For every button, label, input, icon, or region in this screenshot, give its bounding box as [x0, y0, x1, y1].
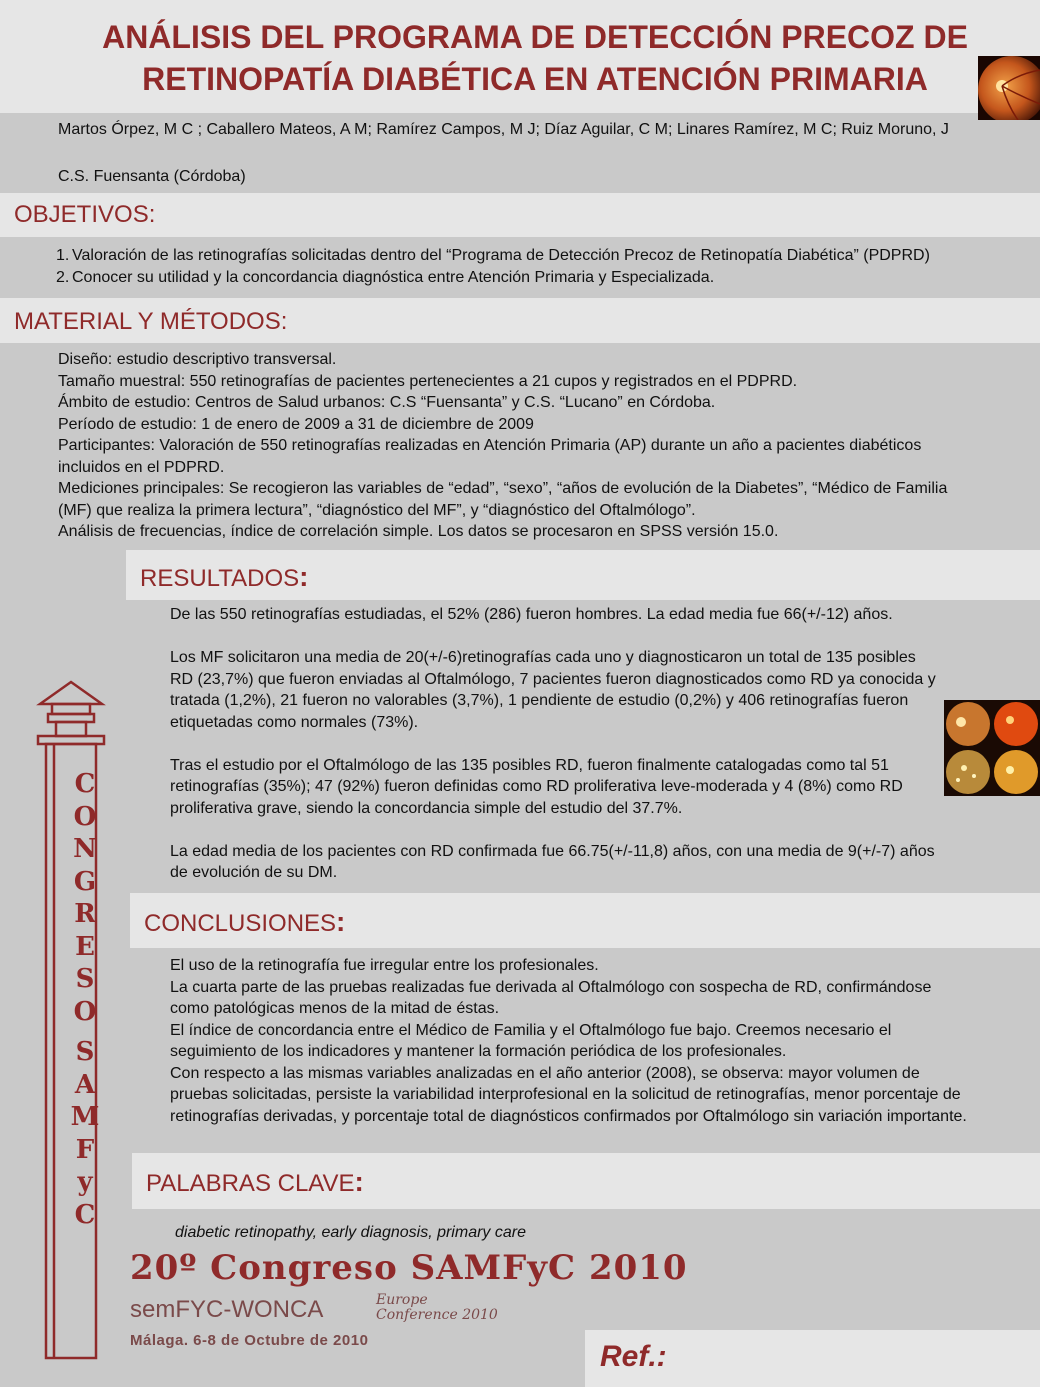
vertical-letter: E	[75, 931, 95, 962]
conclusiones-line: La cuarta parte de las pruebas realizadas fue derivada al Oftalmólogo con sospecha de RD, confirmándose como patológicas menos de la mitad de éstas.	[170, 978, 932, 1017]
material-heading-text: MATERIAL Y MÉTODOS:	[14, 308, 288, 335]
objetivos-heading	[0, 193, 1040, 237]
material-line: Participantes: Valoración de 550 retinografías realizadas en Atención Primaria (AP) durante un año a pacientes diabéticos	[58, 437, 922, 454]
objetivos-item: 1. Valoración de las retinografías solicitadas dentro del “Programa de Detección Precoz de Retinopatía Diabética” (PDPRD)	[56, 247, 930, 264]
vertical-letter: G	[73, 866, 97, 897]
conclusiones-line: El índice de concordancia entre el Médico de Familia y el Oftalmólogo fue bajo. Creemos necesario el seguimiento de los indicadores y mantener la formación periódica de los profesionales.	[170, 1021, 892, 1060]
vertical-letter: M	[70, 1102, 100, 1132]
retinography-collage-icon	[944, 700, 1040, 796]
vertical-letter: N	[73, 834, 97, 864]
conclusiones-heading-colon: :	[336, 906, 346, 937]
europe-line-1: Europe	[376, 1292, 428, 1308]
congreso-vertical-text	[52, 768, 118, 1231]
resultados-heading-text: RESULTADOS	[140, 565, 300, 592]
resultados-paragraph: Los MF solicitaron una media de 20(+/-6)retinografías cada uno y diagnosticaron un total de 135 posibles RD (23,7%) que fueron enviadas al Oftalmólogo, 7 pacientes fueron diagnosticados como RD ya conocida y tratada (1,2%), 21 fueron no valorables (3,7%), 1 pendiente de estudio (0,2%) y 406 retinografías fueron etiquetadas como normales (73%).	[170, 649, 936, 731]
material-line: Período de estudio: 1 de enero de 2009 a 31 de diciembre de 2009	[58, 415, 534, 433]
keywords: diabetic retinopathy, early diagnosis, primary care	[175, 1224, 526, 1241]
vertical-letter: S	[75, 1037, 95, 1067]
europe-conference	[376, 1293, 498, 1323]
resultados-heading	[126, 550, 1040, 600]
vertical-letter: C	[74, 769, 96, 799]
material-body	[58, 349, 1040, 543]
health-center: C.S. Fuensanta (Córdoba)	[58, 168, 246, 185]
resultados-paragraph: La edad media de los pacientes con RD confirmada fue 66.75(+/-11,8) años, con una media de 9(+/-7) años de evolución de su DM.	[170, 842, 935, 881]
palabras-heading-text: PALABRAS CLAVE	[146, 1170, 355, 1197]
vertical-letter-gap	[52, 1028, 118, 1036]
material-line: (MF) que realiza la primera lectura”, “diagnóstico del MF”, y “diagnóstico del Oftalmólogo”.	[58, 501, 696, 519]
vertical-letter: R	[74, 899, 96, 929]
ref-label: Ref.:	[600, 1340, 667, 1373]
conclusiones-body	[170, 955, 970, 1127]
objetivos-item-text: Valoración de las retinografías solicitadas dentro del “Programa de Detección Precoz de Retinopatía Diabética” (PDPRD)	[72, 247, 930, 264]
material-heading	[0, 298, 1040, 343]
objetivos-item-text: Conocer su utilidad y la concordancia diagnóstica entre Atención Primaria y Especializada.	[72, 268, 715, 286]
conclusiones-line: Con respecto a las mismas variables analizadas en el año anterior (2008), se observa: mayor volumen de pruebas solicitadas, persiste la variabilidad interprofesional en la solicitud de retinografías, menor porcentaje de retinografías derivadas, y porcentaje total de diagnósticos confirmados por Oftalmólogo sin variación importante.	[170, 1064, 967, 1125]
vertical-letter: S	[75, 964, 95, 994]
conclusiones-line: El uso de la retinografía fue irregular entre los profesionales.	[170, 957, 599, 974]
material-line: Ámbito de estudio: Centros de Salud urbanos: C.S “Fuensanta” y C.S. “Lucano” en Córdoba.	[58, 394, 716, 411]
congreso-title: 20º Congreso SAMFyC 2010	[130, 1248, 688, 1288]
material-line: Mediciones principales: Se recogieron las variables de “edad”, “sexo”, “años de evolución de la Diabetes”, “Médico de Familia	[58, 480, 948, 497]
vertical-letter: C	[74, 1199, 96, 1230]
palabras-heading	[132, 1153, 1040, 1209]
material-line: Análisis de frecuencias, índice de correlación simple. Los datos se procesaron en SPSS versión 15.0.	[58, 523, 779, 540]
vertical-letter: A	[74, 1069, 96, 1100]
objetivos-heading-text: OBJETIVOS:	[14, 201, 156, 228]
resultados-body	[170, 604, 940, 905]
conclusiones-heading-text: CONCLUSIONES	[144, 910, 337, 937]
material-line: incluidos en el PDPRD.	[58, 458, 225, 476]
conference-date-location: Málaga. 6-8 de Octubre de 2010	[130, 1332, 369, 1349]
resultados-paragraph: Tras el estudio por el Oftalmólogo de las 135 posibles RD, fueron finalmente catalogadas como tal 51 retinografías (35%); 47 (92%) fueron definidas como RD proliferativa leve-moderada y 4 (8%) como RD proliferativa grave, siendo la concordancia simple del estudio del 37.7%.	[170, 756, 903, 817]
conclusiones-heading	[130, 893, 1040, 948]
resultados-heading-colon: :	[299, 561, 309, 592]
vertical-letter: y	[77, 1167, 93, 1197]
europe-line-2: Conference 2010	[376, 1307, 498, 1323]
semfyc-wonca-logo: semFYC-WONCA	[130, 1296, 324, 1323]
material-line: Tamaño muestral: 550 retinografías de pacientes pertenecientes a 21 cupos y registrados en el PDPRD.	[58, 372, 798, 390]
retina-photo-icon	[978, 56, 1040, 120]
resultados-paragraph: De las 550 retinografías estudiadas, el 52% (286) fueron hombres. La edad media fue 66(+/-12) años.	[170, 606, 893, 623]
palabras-heading-colon: :	[354, 1166, 364, 1197]
poster-title-line-2: RETINOPATÍA DIABÉTICA EN ATENCIÓN PRIMARIA	[142, 61, 928, 97]
objetivos-list	[56, 245, 1040, 288]
vertical-letter: O	[73, 996, 97, 1027]
vertical-letter: F	[75, 1134, 95, 1165]
vertical-letter: O	[73, 801, 97, 832]
objetivos-item: 2. Conocer su utilidad y la concordancia diagnóstica entre Atención Primaria y Especializada.	[56, 268, 715, 286]
material-line: Diseño: estudio descriptivo transversal.	[58, 351, 337, 368]
poster-title	[30, 16, 1040, 100]
authors: Martos Órpez, M C ; Caballero Mateos, A M; Ramírez Campos, M J; Díaz Aguilar, C M; Linares Ramírez, M C; Ruiz Moruno, J	[58, 121, 949, 138]
poster-title-line-1: ANÁLISIS DEL PROGRAMA DE DETECCIÓN PRECOZ DE	[102, 19, 968, 55]
